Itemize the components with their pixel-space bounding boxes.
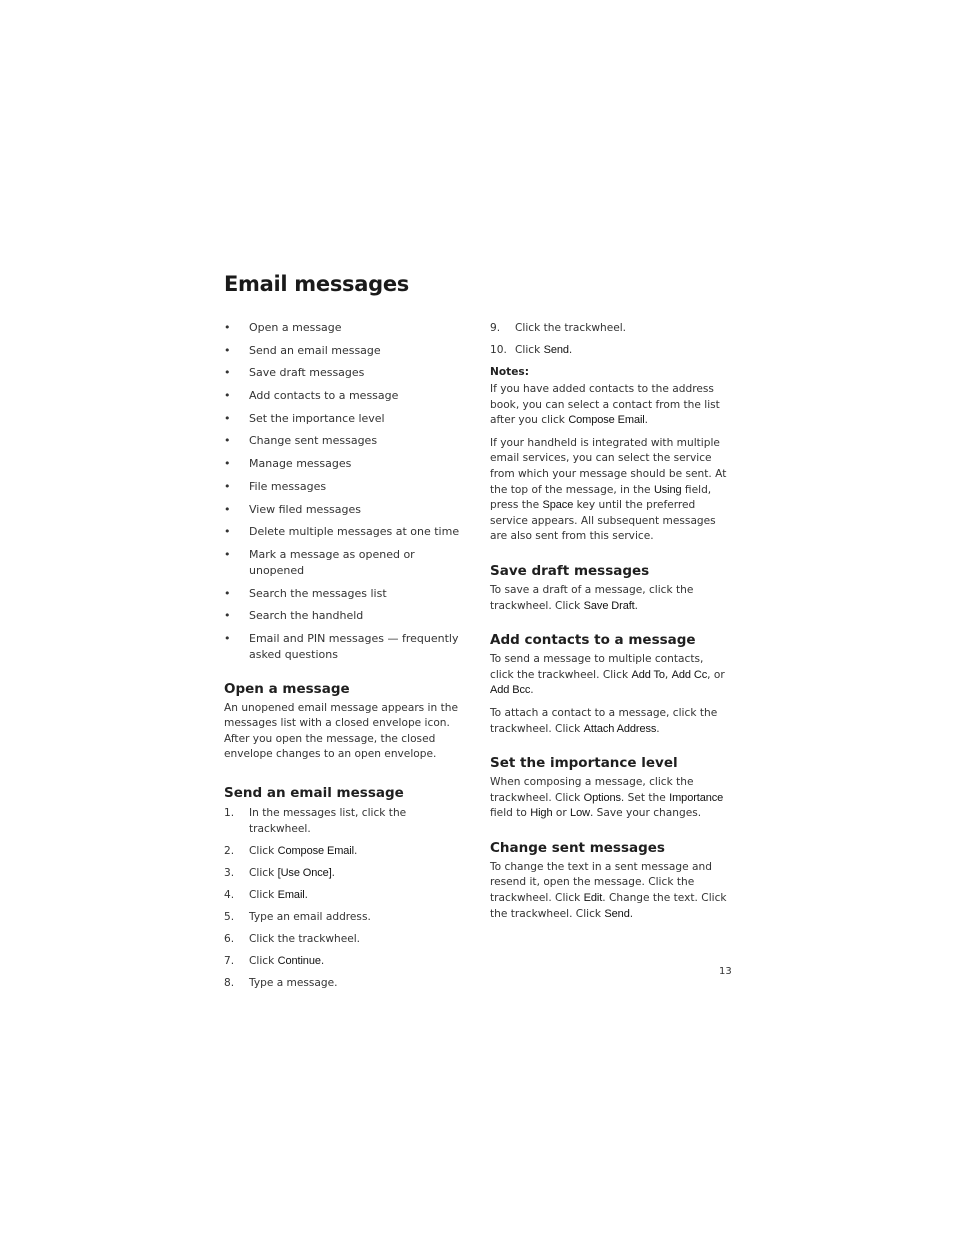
section-heading-send-email: Send an email message	[224, 785, 404, 801]
step-item: 4. Click Email.	[224, 889, 309, 901]
ui-term: Compose Email	[568, 414, 645, 427]
left-column	[224, 320, 464, 997]
ui-term: Add To	[631, 668, 665, 681]
ui-term: Compose Email	[277, 845, 354, 857]
step-item: 10. Click Send.	[490, 344, 573, 356]
ui-term: Send	[604, 907, 630, 920]
list-item: • View filed messages	[224, 502, 361, 516]
step-item: 6. Click the trackwheel.	[224, 933, 361, 945]
list-item: • Manage messages	[224, 457, 352, 471]
step-item: 2. Click Compose Email.	[224, 845, 358, 857]
bullet-icon: •	[224, 525, 231, 539]
topic-list	[224, 320, 464, 663]
page-title: Email messages	[224, 272, 409, 296]
list-item: • Save draft messages	[224, 366, 365, 380]
send-email-steps	[224, 805, 464, 991]
notes-label: Notes:	[490, 366, 529, 378]
list-item: • Set the importance level	[224, 411, 385, 425]
page-number: 13	[719, 966, 732, 977]
bullet-icon: •	[224, 321, 231, 334]
change-sent-text: To change the text in a sent message and resend it, open the message. Click the trackwheel. Click Edit. Change the text. Click the trackwheel. Click Send.	[490, 860, 727, 920]
bullet-icon: •	[224, 609, 231, 623]
step-item: 3. Click [Use Once].	[224, 867, 336, 879]
section-heading-change-sent: Change sent messages	[490, 839, 665, 856]
section-heading-save-draft: Save draft messages	[490, 562, 650, 579]
ui-term: Add Cc	[671, 668, 708, 681]
note-paragraph: If your handheld is integrated with multiple email services, you can select the service from which your message should be sent. At the top of the message, in the Using field, press the Space key until the preferred service appears. All subsequent messages are also sent from this service.	[490, 436, 727, 543]
send-email-steps-continued	[490, 320, 730, 358]
bullet-icon: •	[224, 479, 231, 493]
ui-term: Send	[543, 344, 569, 356]
ui-term: Email	[277, 889, 305, 901]
list-item: • Mark a message as opened or unopened	[224, 547, 415, 577]
ui-term: Save Draft	[583, 599, 635, 612]
ui-term: Attach Address	[583, 722, 657, 735]
ui-term: Add Bcc	[490, 684, 531, 697]
list-item: • Delete multiple messages at one time	[224, 525, 460, 539]
bullet-icon: •	[224, 411, 231, 425]
right-column	[490, 320, 730, 929]
step-item: 9. Click the trackwheel.	[490, 322, 627, 334]
bullet-icon: •	[224, 366, 231, 380]
list-item: • Send an email message	[224, 343, 381, 357]
list-item: • Email and PIN messages — frequently asked questions	[224, 631, 459, 661]
section-heading-open-message: Open a message	[224, 680, 350, 697]
ui-term: Importance	[669, 791, 724, 804]
list-item: • Search the messages list	[224, 586, 387, 600]
ui-term: Edit	[583, 892, 603, 905]
ui-term: Using	[653, 483, 682, 496]
step-item: 1. In the messages list, click the trackwheel.	[224, 807, 407, 835]
ui-term: [Use Once]	[277, 867, 332, 879]
section-heading-add-contacts: Add contacts to a message	[490, 632, 696, 649]
list-item: • Change sent messages	[224, 434, 378, 448]
bullet-icon: •	[224, 502, 231, 516]
save-draft-text: To save a draft of a message, click the trackwheel. Click Save Draft.	[490, 583, 694, 612]
list-item: • Open a message	[224, 321, 342, 334]
ui-term: High	[530, 807, 553, 820]
bullet-icon: •	[224, 547, 231, 561]
open-message-text: An unopened email message appears in the messages list with a closed envelope icon. After you open the message, the closed envelope changes to an open envelope.	[224, 701, 458, 761]
list-item: • File messages	[224, 479, 327, 493]
section-heading-importance: Set the importance level	[490, 755, 678, 772]
bullet-icon: •	[224, 586, 231, 600]
ui-term: Options	[583, 791, 621, 804]
step-item: 5. Type an email address.	[224, 911, 371, 923]
list-item: • Add contacts to a message	[224, 389, 399, 403]
bullet-icon: •	[224, 631, 231, 645]
importance-text: When composing a message, click the trackwheel. Click Options. Set the Importance field to High or Low. Save your changes.	[490, 776, 724, 820]
ui-term: Space	[542, 499, 574, 512]
ui-term: Continue	[277, 955, 321, 967]
step-item: 7. Click Continue.	[224, 955, 325, 967]
step-item: 8. Type a message.	[224, 977, 338, 989]
bullet-icon: •	[224, 457, 231, 471]
list-item: • Search the handheld	[224, 609, 364, 623]
bullet-icon: •	[224, 434, 231, 448]
note-paragraph: If you have added contacts to the address book, you can select a contact from the list after you click Compose Email.	[490, 383, 720, 427]
add-contacts-text: To send a message to multiple contacts, click the trackwheel. Click Add To, Add Cc, or Add Bcc.	[490, 653, 725, 697]
bullet-icon: •	[224, 389, 231, 403]
attach-contact-text: To attach a contact to a message, click the trackwheel. Click Attach Address.	[490, 706, 718, 735]
ui-term: Low	[570, 807, 590, 820]
bullet-icon: •	[224, 343, 231, 357]
